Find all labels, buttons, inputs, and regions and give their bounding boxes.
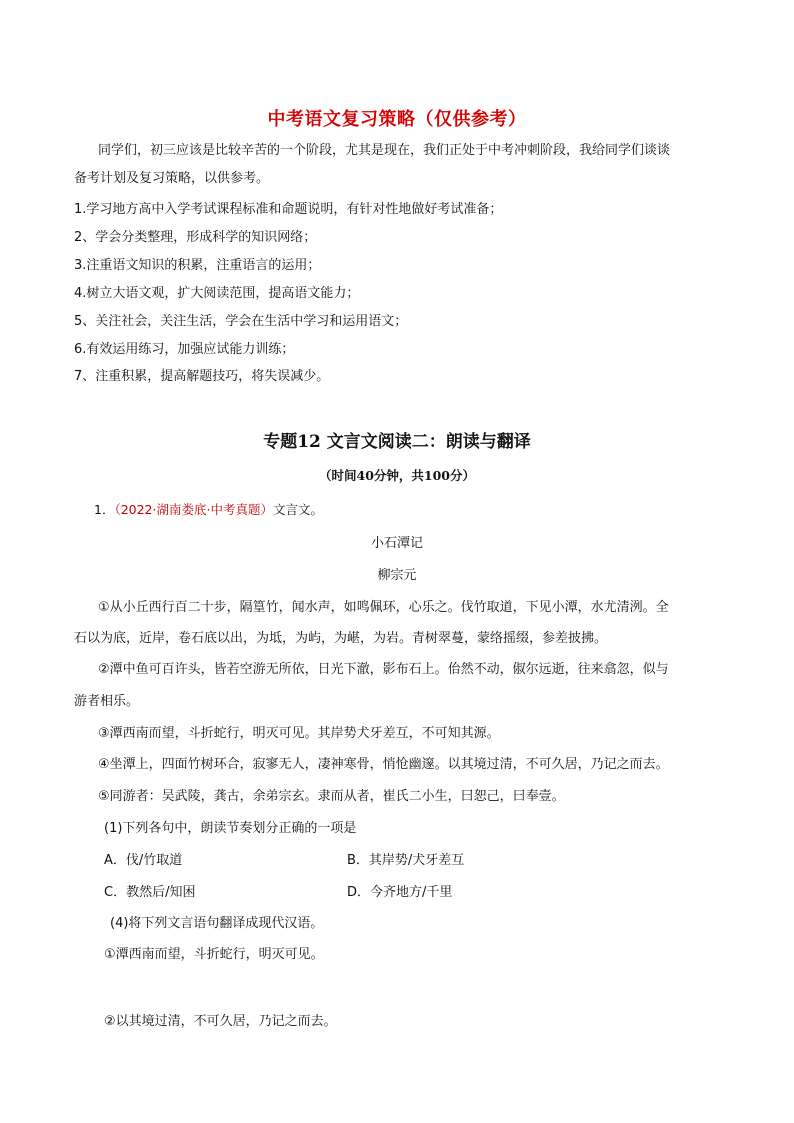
passage-p2-line1: ②潭中鱼可百许头，皆若空游无所依，日光下澈，影布石上。佁然不动，俶尔远逝，往来翕忽，似与 xyxy=(98,662,669,677)
strategy-item-2: 2、学会分类整理，形成科学的知识网络； xyxy=(74,230,317,245)
sub-question-1-prompt: (1)下列各句中，朗读节奏划分正确的一项是 xyxy=(104,821,357,836)
passage-title: 小石潭记 xyxy=(370,536,423,551)
question-number: 1． xyxy=(94,502,115,517)
section-title: 专题12 文言文阅读二：朗读与翻译 xyxy=(263,432,531,452)
passage-p4: ④坐潭上，四面竹树环合，寂寥无人，凄神寒骨，悄怆幽邃。以其境过清，不可久居，乃记之而去。 xyxy=(98,757,669,772)
strategy-item-6: 6.有效运用练习，加强应试能力训练； xyxy=(74,342,295,357)
passage-p5: ⑤同游者：吴武陵，龚古，余弟宗玄。隶而从者，崔氏二小生，曰恕己，曰奉壹。 xyxy=(98,789,565,804)
strategy-item-5: 5、关注社会，关注生活，学会在生活中学习和运用语文； xyxy=(74,314,408,329)
section-subtitle: （时间40分钟，共100分） xyxy=(319,468,475,483)
strategy-intro-line2: 备考计划及复习策略，以供参考。 xyxy=(74,171,270,186)
option-a: A．伐/竹取道 xyxy=(104,853,183,868)
strategy-title: 中考语文复习策略（仅供参考） xyxy=(267,109,527,130)
passage-p1-line2: 石以为底，近岸，卷石底以出，为坻，为屿，为嵁，为岩。青树翠蔓，蒙络摇缀，参差披拂。 xyxy=(74,631,608,646)
question-1-header xyxy=(94,500,323,518)
passage-author: 柳宗元 xyxy=(377,568,417,583)
passage-p1-line1: ①从小丘西行百二十步，隔篁竹，闻水声，如鸣佩环，心乐之。伐竹取道，下见小潭，水尤清洌。全 xyxy=(98,600,669,615)
strategy-intro-line1: 同学们，初三应该是比较辛苦的一个阶段，尤其是现在，我们正处于中考冲刺阶段，我给同学们谈谈 xyxy=(98,143,671,158)
option-c: C．教然后/知困 xyxy=(104,885,196,900)
option-b: B．其岸势/犬牙差互 xyxy=(347,853,465,868)
strategy-item-3: 3.注重语文知识的积累，注重语言的运用； xyxy=(74,258,321,273)
option-d: D．今齐地方/千里 xyxy=(347,885,453,900)
translate-item-1: ①潭西南而望，斗折蛇行，明灭可见。 xyxy=(104,947,324,962)
passage-p3: ③潭西南而望，斗折蛇行，明灭可见。其岸势犬牙差互，不可知其源。 xyxy=(98,726,500,741)
strategy-item-1: 1.学习地方高中入学考试课程标准和命题说明，有针对性地做好考试准备； xyxy=(74,202,503,217)
passage-p2-line2: 游者相乐。 xyxy=(74,694,140,709)
strategy-item-7: 7、注重积累，提高解题技巧，将失误减少。 xyxy=(74,369,330,384)
translate-item-2: ②以其境过清，不可久居，乃记之而去。 xyxy=(104,1014,337,1029)
question-label: 文言文。 xyxy=(272,502,323,517)
sub-question-4-prompt: (4)将下列文言语句翻译成现代汉语。 xyxy=(110,916,324,931)
question-source: （2022·湖南娄底·中考真题） xyxy=(114,502,273,517)
strategy-item-4: 4.树立大语文观，扩大阅读范围，提高语文能力； xyxy=(74,286,360,301)
